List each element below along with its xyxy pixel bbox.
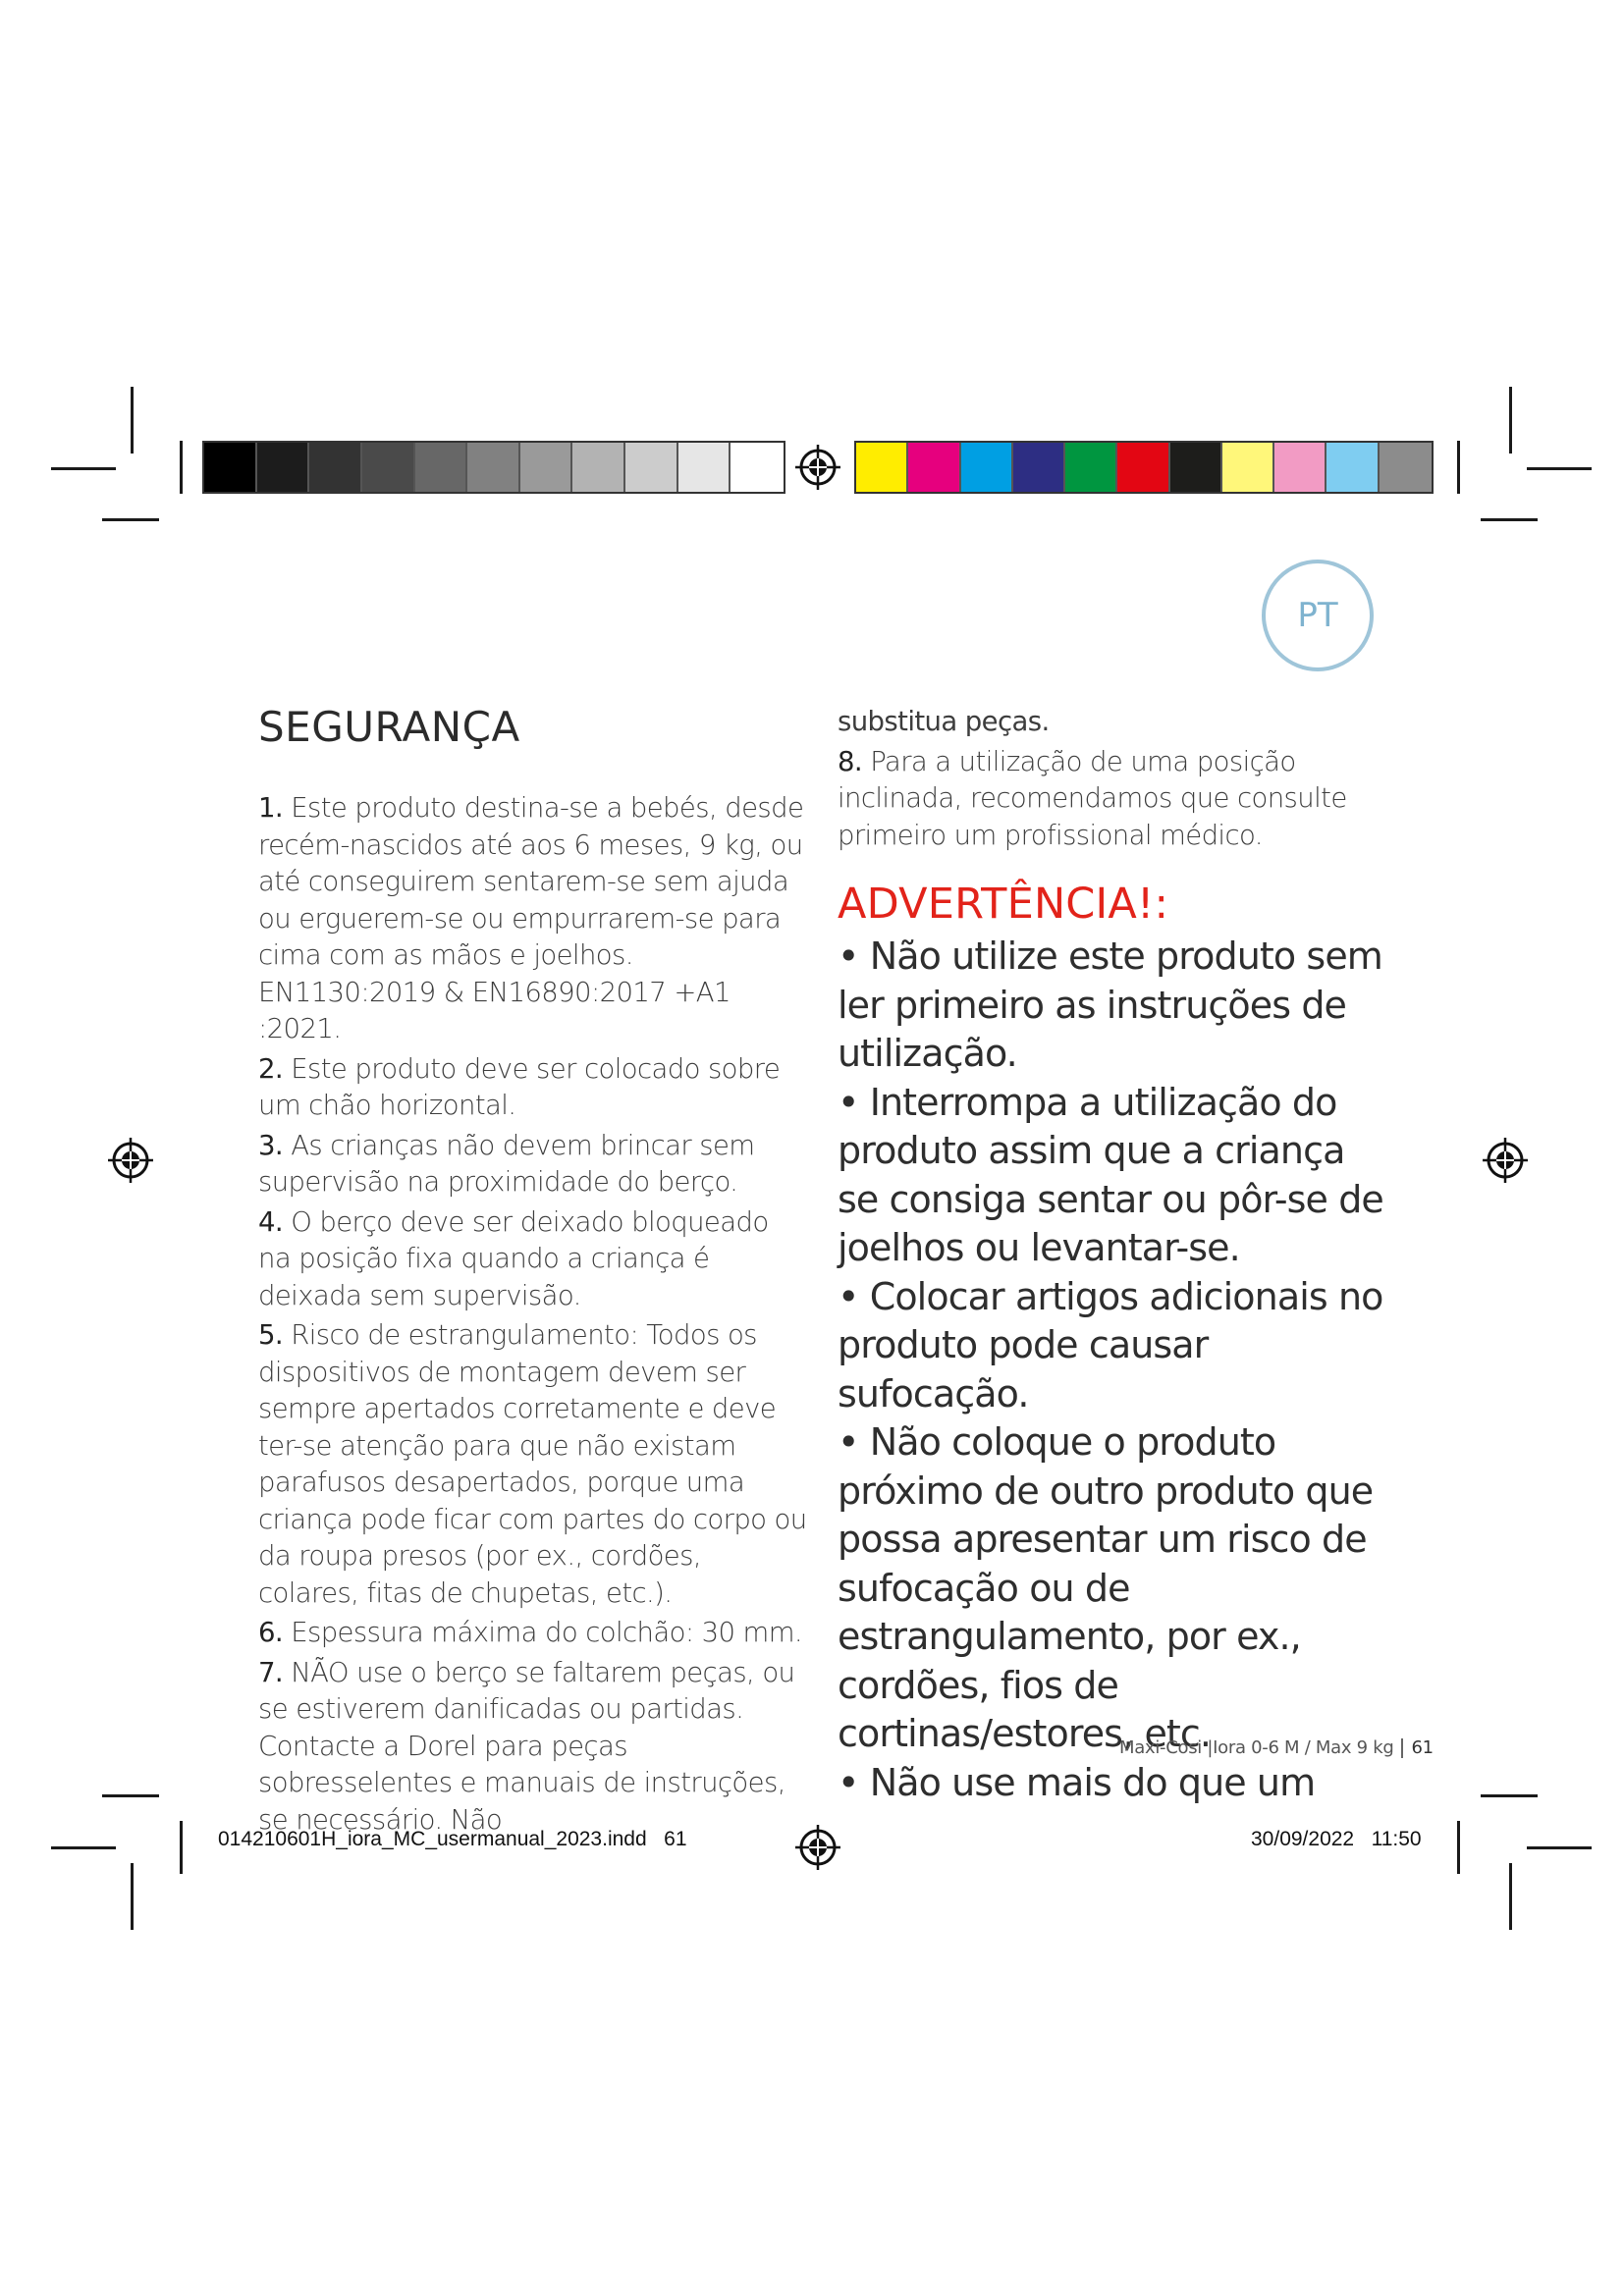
color-swatch <box>309 443 362 492</box>
color-swatch <box>856 443 908 492</box>
color-swatch <box>1013 443 1065 492</box>
color-swatch <box>257 443 310 492</box>
color-swatch <box>362 443 415 492</box>
safety-item: 2. Este produto deve ser colocado sobre um chão horizontal. <box>258 1052 781 1121</box>
color-swatch <box>415 443 468 492</box>
safety-item: 7. NÃO use o berço se faltarem peças, ou se estiverem danificadas ou partidas. Contacte a Dorel para peças sobresselentes e manuais de instruções, se necessário. Não <box>258 1656 795 1836</box>
color-swatch <box>204 443 257 492</box>
language-badge <box>1262 560 1374 671</box>
color-swatch <box>678 443 731 492</box>
color-swatch <box>908 443 960 492</box>
color-swatch <box>961 443 1013 492</box>
registration-mark-icon <box>1481 1136 1530 1185</box>
warning-item: • Não coloque o produto próximo de outro produto que possa apresentar um risco de sufocação ou de estrangulamento, por ex., cordões, fios de cortinas/estores, etc. <box>838 1420 1374 1755</box>
safety-item: 6. Espessura máxima do colchão: 30 mm. <box>258 1617 803 1648</box>
warning-item: • Colocar artigos adicionais no produto pode causar sufocação. <box>838 1274 1383 1415</box>
crop-mark <box>1481 1794 1538 1797</box>
crop-mark <box>131 387 134 454</box>
registration-mark-icon <box>793 443 842 492</box>
crop-mark <box>1527 467 1592 470</box>
slug-timestamp: 30/09/2022 11:50 <box>1251 1828 1422 1850</box>
slug-filename: 014210601H_iora_MC_usermanual_2023.indd 61 <box>218 1828 687 1850</box>
safety-item: 1. Este produto destina-se a bebés, desde recém-nascidos até aos 6 meses, 9 kg, ou até conseguirem sentarem-se sem ajuda ou erguerem-se ou empurrarem-se para cima com as mãos e joelhos. EN1130:2019 & EN16890:2017 +A1 :2021. <box>258 792 804 1044</box>
color-swatch <box>1065 443 1117 492</box>
safety-item: 5. Risco de estrangulamento: Todos os dispositivos de montagem devem ser sempre apertados corretamente e deve ter-se atenção para que não existam parafusos desapertados, porque uma criança pode ficar com partes do corpo ou da roupa presos (por ex., cordões, colares, fitas de chupetas, etc.). <box>258 1319 807 1609</box>
color-swatch <box>467 443 520 492</box>
crop-mark <box>1527 1846 1592 1849</box>
crop-mark <box>102 1794 159 1797</box>
safety-item: 4. O berço deve ser deixado bloqueado na posição fixa quando a criança é deixada sem supervisão. <box>258 1205 769 1311</box>
color-swatch <box>1380 443 1432 492</box>
color-swatch <box>731 443 784 492</box>
footer-product: Maxi-Cosi |Iora 0-6 M / Max 9 kg <box>1119 1737 1394 1758</box>
crop-mark <box>1481 518 1538 521</box>
color-swatch <box>1222 443 1274 492</box>
color-swatch <box>625 443 678 492</box>
crop-mark <box>180 441 183 494</box>
safety-list-continued <box>838 704 1387 857</box>
continuation-text: substitua peças. <box>838 706 1050 737</box>
crop-mark <box>1457 1821 1460 1874</box>
warning-item: • Não use mais do que um <box>838 1760 1316 1804</box>
warning-title: ADVERTÊNCIA!: <box>838 880 1169 929</box>
process-color-bar <box>854 441 1434 494</box>
crop-mark <box>131 1863 134 1930</box>
footer-divider <box>1401 1738 1403 1758</box>
color-swatch <box>572 443 625 492</box>
grayscale-color-bar <box>202 441 785 494</box>
warning-item: • Interrompa a utilização do produto assim que a criança se consiga sentar ou pôr-se de joelhos ou levantar-se. <box>838 1080 1383 1269</box>
safety-item: 8. Para a utilização de uma posição inclinada, recomendamos que consulte primeiro um profissional médico. <box>838 745 1347 851</box>
crop-mark <box>1457 441 1460 494</box>
section-heading: SEGURANÇA <box>258 703 520 751</box>
color-swatch <box>520 443 573 492</box>
crop-mark <box>180 1821 183 1874</box>
crop-mark <box>1509 1863 1512 1930</box>
color-swatch <box>1326 443 1379 492</box>
color-swatch <box>1274 443 1326 492</box>
warning-item: • Não utilize este produto sem ler primeiro as instruções de utilização. <box>838 934 1382 1075</box>
page-footer <box>1119 1737 1434 1758</box>
registration-mark-icon <box>106 1136 155 1185</box>
color-swatch <box>1117 443 1169 492</box>
crop-mark <box>51 1846 116 1849</box>
crop-mark <box>1509 387 1512 454</box>
language-badge-label: PT <box>1297 596 1338 635</box>
color-swatch <box>1170 443 1222 492</box>
crop-mark <box>102 518 159 521</box>
safety-item: 3. As crianças não devem brincar sem supervisão na proximidade do berço. <box>258 1129 755 1198</box>
crop-mark <box>51 467 116 470</box>
page-number: 61 <box>1411 1737 1434 1758</box>
warning-list <box>838 933 1387 1807</box>
safety-list <box>258 790 808 1842</box>
